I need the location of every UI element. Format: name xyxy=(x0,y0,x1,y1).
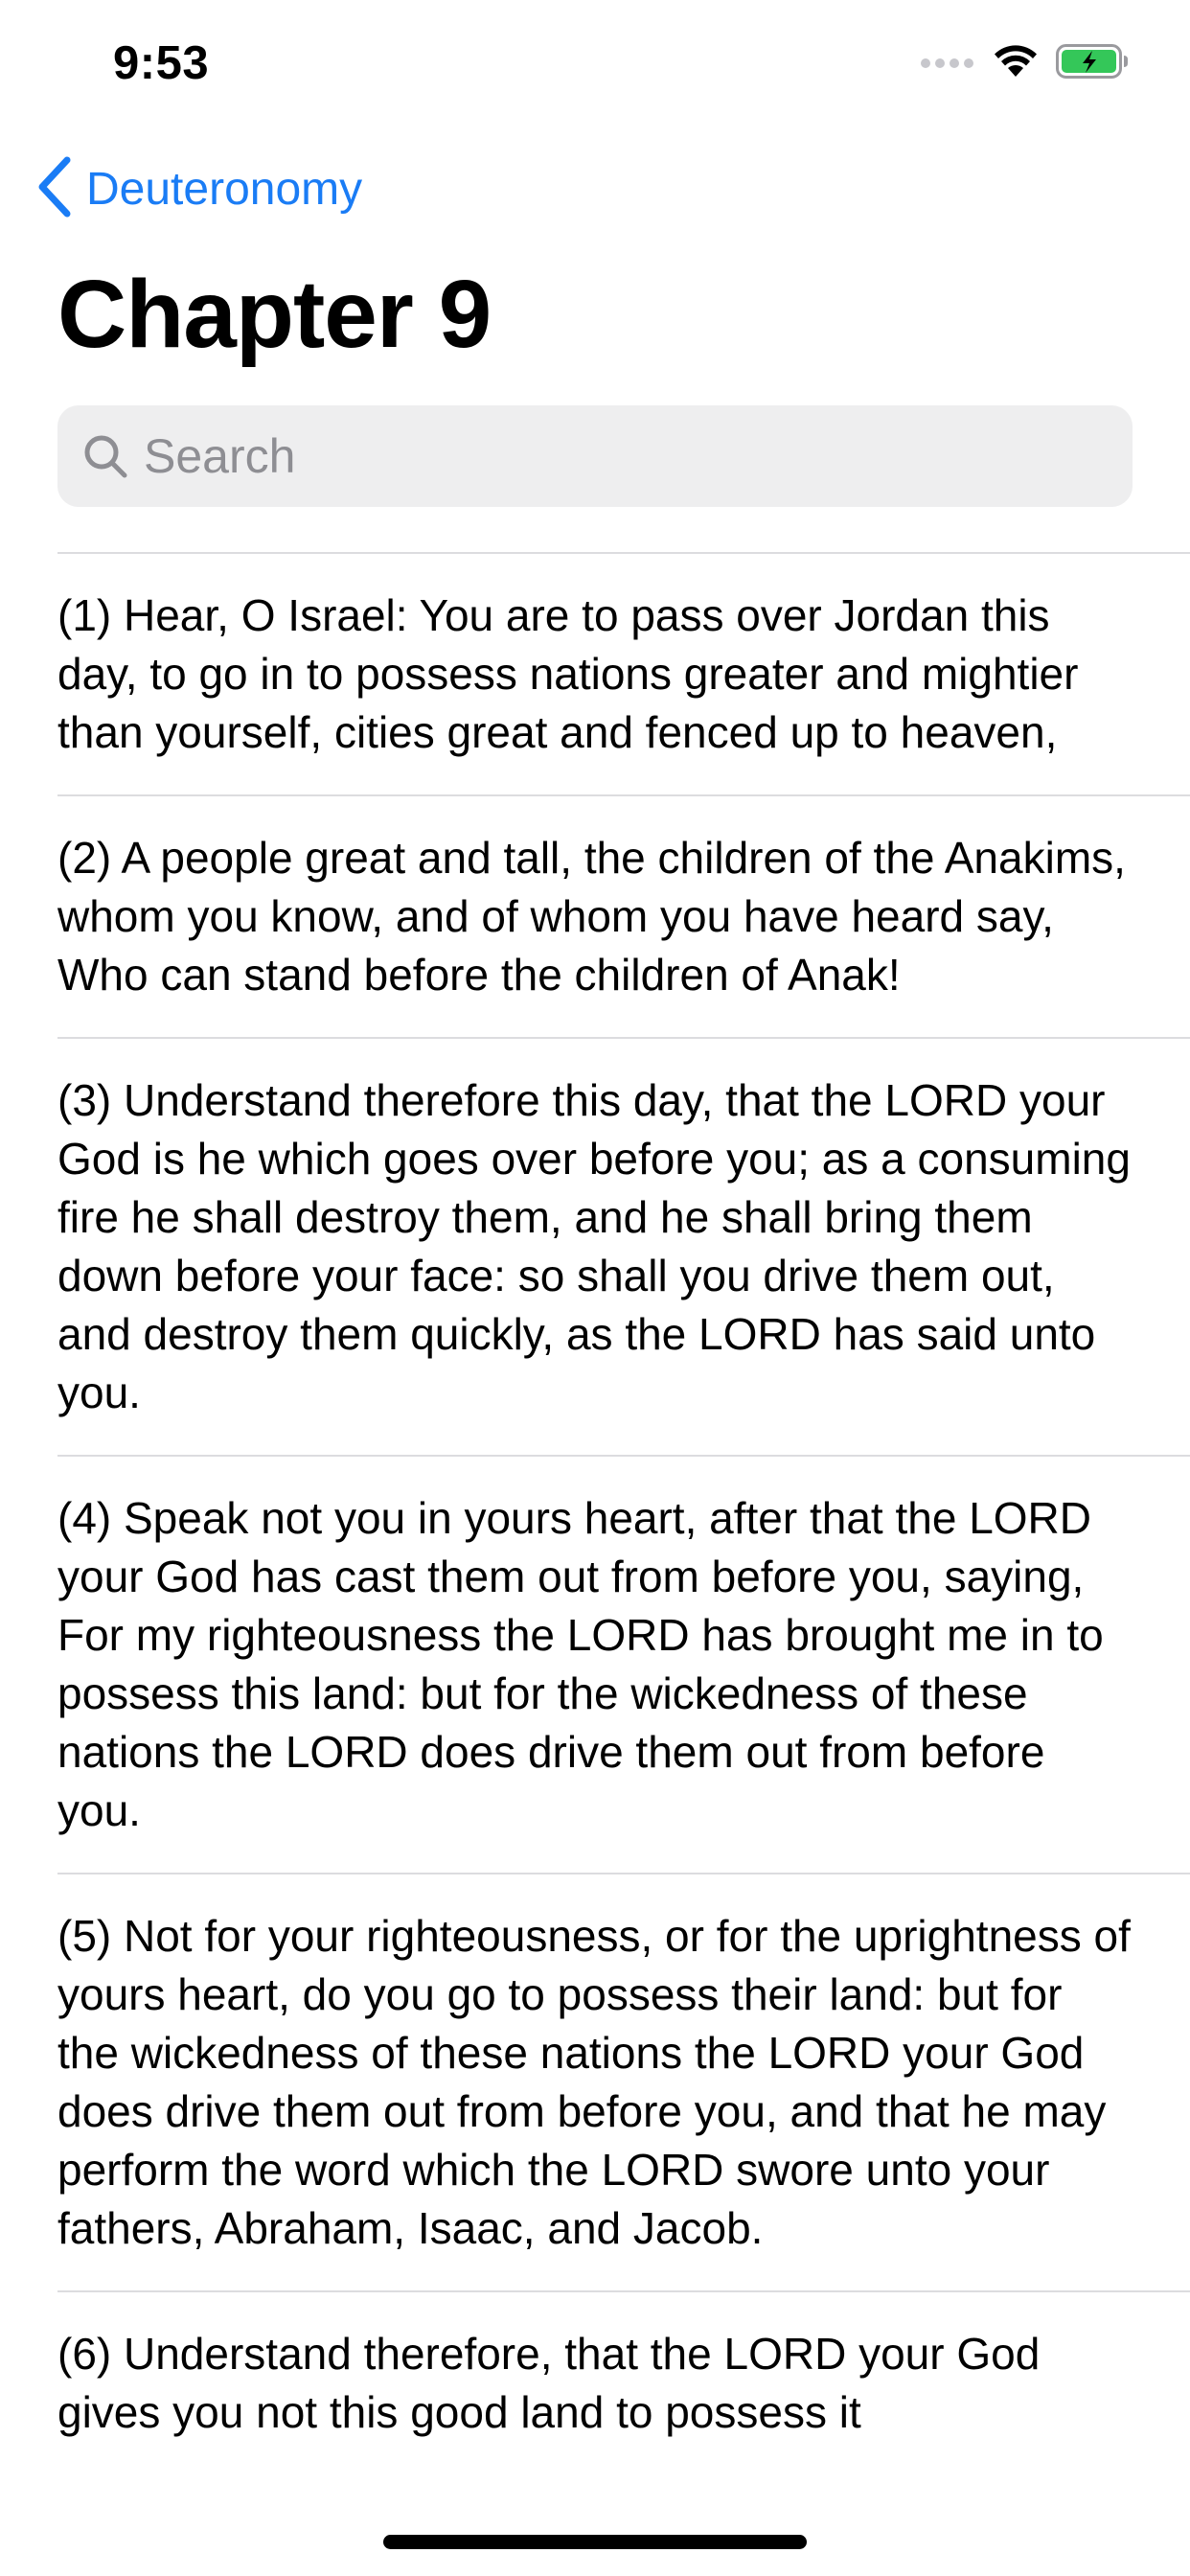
verse-row[interactable] xyxy=(57,1455,1190,1873)
wifi-icon xyxy=(993,44,1039,83)
status-bar xyxy=(0,0,1190,126)
chevron-left-icon xyxy=(36,156,73,222)
status-time: 9:53 xyxy=(113,37,210,89)
verse-text: (5) Not for your righteousness, or for the uprightness of yours heart, do you go to possess their land: but for the wickedness of these nations the LORD your God does drive them out from before you, and that he may perform the word which the LORD swore unto your fathers, Abraham, Isaac, and Jacob. xyxy=(57,1911,1131,2253)
back-button-label: Deuteronomy xyxy=(86,163,363,215)
battery-charging-icon xyxy=(1056,44,1129,83)
status-icons xyxy=(920,44,1129,82)
verse-text: (4) Speak not you in yours heart, after that the LORD your God has cast them out from before you, saying, For my righteousness the LORD has brought me in to possess this land: but for the wickedness of these nations the LORD does drive them out from before you. xyxy=(57,1493,1104,1835)
verse-text: (3) Understand therefore this day, that the LORD your God is he which goes over before you; as a consuming fire he shall destroy them, and he shall bring them down before your face: so shall you drive them out, and destroy them quickly, as the LORD has said unto you. xyxy=(57,1075,1131,1417)
verse-row[interactable] xyxy=(57,552,1190,794)
verse-row[interactable] xyxy=(57,2290,1190,2474)
verse-row[interactable] xyxy=(57,1037,1190,1455)
signal-dots-icon xyxy=(920,55,975,73)
verse-row[interactable] xyxy=(57,794,1190,1037)
back-button[interactable] xyxy=(36,155,362,222)
search-icon xyxy=(80,431,130,481)
home-indicator[interactable] xyxy=(383,2535,807,2549)
verse-text: (6) Understand therefore, that the LORD your God gives you not this good land to possess it xyxy=(57,2329,1041,2437)
verse-row[interactable] xyxy=(57,1873,1190,2290)
verse-text: (1) Hear, O Israel: You are to pass over Jordan this day, to go in to possess nations greater and mightier than yourself, cities great and fenced up to heaven, xyxy=(57,590,1079,757)
search-bar[interactable] xyxy=(57,405,1133,507)
verse-list xyxy=(0,552,1190,2474)
verse-text: (2) A people great and tall, the children of the Anakims, whom you know, and of whom you have heard say, Who can stand before the children of Anak! xyxy=(57,833,1126,1000)
page-title: Chapter 9 xyxy=(57,261,492,368)
search-input[interactable] xyxy=(144,418,1083,494)
